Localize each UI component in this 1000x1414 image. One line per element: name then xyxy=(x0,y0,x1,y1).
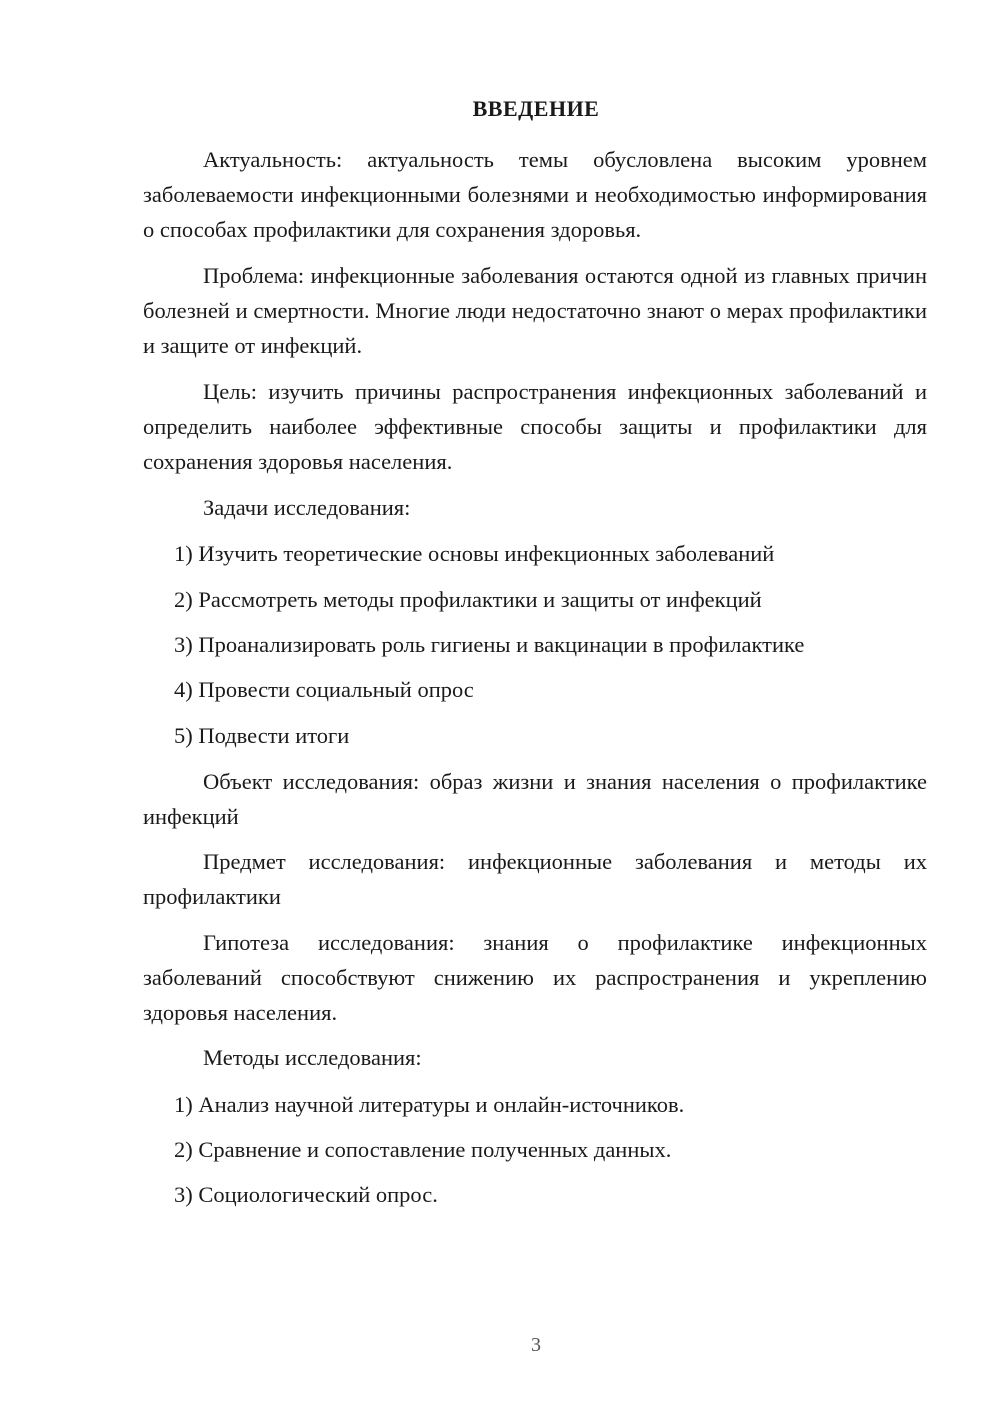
method-item-2: 2) Сравнение и сопоставление полученных данных. xyxy=(174,1137,672,1162)
actuality-text: Актуальность: актуальность темы обусловлена высоким уровнем заболеваемости инфекционными болезнями и необходимостью информирования о способах профилактики для сохранения здоровья. xyxy=(143,147,927,242)
task-item-4: 4) Провести социальный опрос xyxy=(174,677,474,702)
method-item xyxy=(143,1177,927,1212)
goal-text: Цель: изучить причины распространения инфекционных заболеваний и определить наиболее эффективные способы защиты и профилактики для сохранения здоровья населения. xyxy=(143,379,927,474)
paragraph-goal xyxy=(143,374,927,479)
method-item-1: 1) Анализ научной литературы и онлайн-источников. xyxy=(174,1092,685,1117)
methods-heading-text: Методы исследования: xyxy=(203,1045,422,1070)
page-number: 3 xyxy=(531,1334,541,1356)
paragraph-problem xyxy=(143,258,927,363)
paragraph-object xyxy=(143,764,927,834)
task-item xyxy=(143,536,927,571)
tasks-heading xyxy=(143,490,927,525)
task-item-1: 1) Изучить теоретические основы инфекционных заболеваний xyxy=(174,541,775,566)
page-title: ВВЕДЕНИЕ xyxy=(472,96,600,121)
task-item xyxy=(143,582,927,617)
method-item xyxy=(143,1087,927,1122)
task-item xyxy=(143,718,927,753)
problem-text: Проблема: инфекционные заболевания остаются одной из главных причин болезней и смертности. Многие люди недостаточно знают о мерах профилактики и защите от инфекций. xyxy=(143,263,927,358)
task-item-3: 3) Проанализировать роль гигиены и вакцинации в профилактике xyxy=(174,632,805,657)
task-item-2: 2) Рассмотреть методы профилактики и защиты от инфекций xyxy=(174,587,762,612)
paragraph-subject xyxy=(143,844,927,914)
methods-heading xyxy=(143,1040,927,1075)
subject-text: Предмет исследования: инфекционные заболевания и методы их профилактики xyxy=(143,849,927,909)
hypothesis-text: Гипотеза исследования: знания о профилактике инфекционных заболеваний способствуют снижению их распространения и укреплению здоровья населения. xyxy=(143,930,927,1025)
paragraph-hypothesis xyxy=(143,925,927,1030)
object-text: Объект исследования: образ жизни и знания населения о профилактике инфекций xyxy=(143,769,927,829)
task-item-5: 5) Подвести итоги xyxy=(174,723,350,748)
paragraph-actuality xyxy=(143,142,927,247)
method-item-3: 3) Социологический опрос. xyxy=(174,1182,438,1207)
task-item xyxy=(143,672,927,707)
task-item xyxy=(143,627,927,662)
method-item xyxy=(143,1132,927,1167)
tasks-heading-text: Задачи исследования: xyxy=(203,495,411,520)
